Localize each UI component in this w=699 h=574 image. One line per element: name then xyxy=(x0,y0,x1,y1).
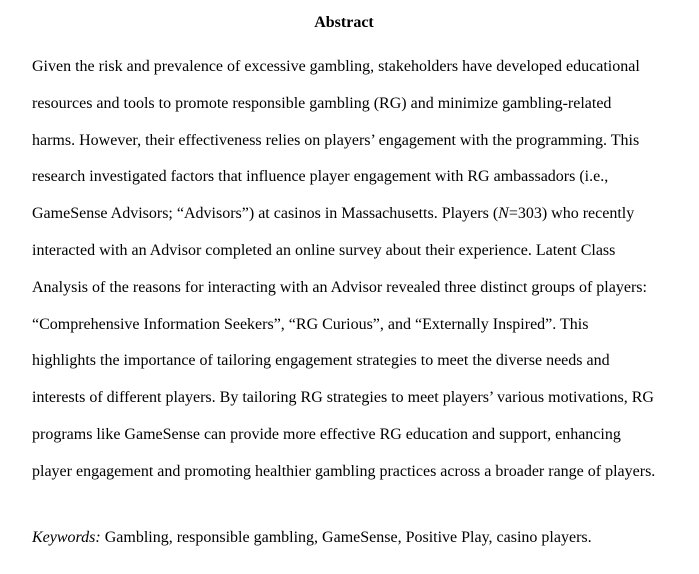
abstract-paragraph xyxy=(32,49,672,491)
abstract-line: research investigated factors that influence player engagement with RG ambassadors (i.e., xyxy=(32,168,609,186)
abstract-heading: Abstract xyxy=(314,14,374,31)
sample-size-text: =303) who recently xyxy=(508,205,635,223)
abstract-line-text: GameSense Advisors; “Advisors”) at casinos in Massachusetts. Players ( xyxy=(32,205,499,223)
abstract-line: “Comprehensive Information Seekers”, “RG Curious”, and “Externally Inspired”. This xyxy=(32,315,589,333)
sample-size-symbol: N xyxy=(498,205,509,223)
abstract-line: programs like GameSense can provide more effective RG education and support, enhancing xyxy=(32,425,621,443)
abstract-line: Given the risk and prevalence of excessive gambling, stakeholders have developed educational xyxy=(32,58,640,75)
abstract-line: harms. However, their effectiveness relies on players’ engagement with the programming. This xyxy=(32,131,640,149)
keywords-text: Gambling, responsible gambling, GameSense, Positive Play, casino players. xyxy=(100,529,592,546)
abstract-line: highlights the importance of tailoring engagement strategies to meet the diverse needs and xyxy=(32,352,610,370)
keywords-line xyxy=(32,527,672,549)
abstract-line: player engagement and promoting healthier gambling practices across a broader range of players. xyxy=(32,462,656,480)
abstract-line xyxy=(32,196,672,233)
abstract-line: interests of different players. By tailoring RG strategies to meet players’ various motivations, RG xyxy=(32,389,654,407)
keywords-label: Keywords: xyxy=(32,529,101,546)
abstract-line: Analysis of the reasons for interacting with an Advisor revealed three distinct groups of players: xyxy=(32,278,647,296)
abstract-line: resources and tools to promote responsible gambling (RG) and minimize gambling-related xyxy=(32,94,612,112)
abstract-line: interacted with an Advisor completed an online survey about their experience. Latent Class xyxy=(32,241,616,259)
